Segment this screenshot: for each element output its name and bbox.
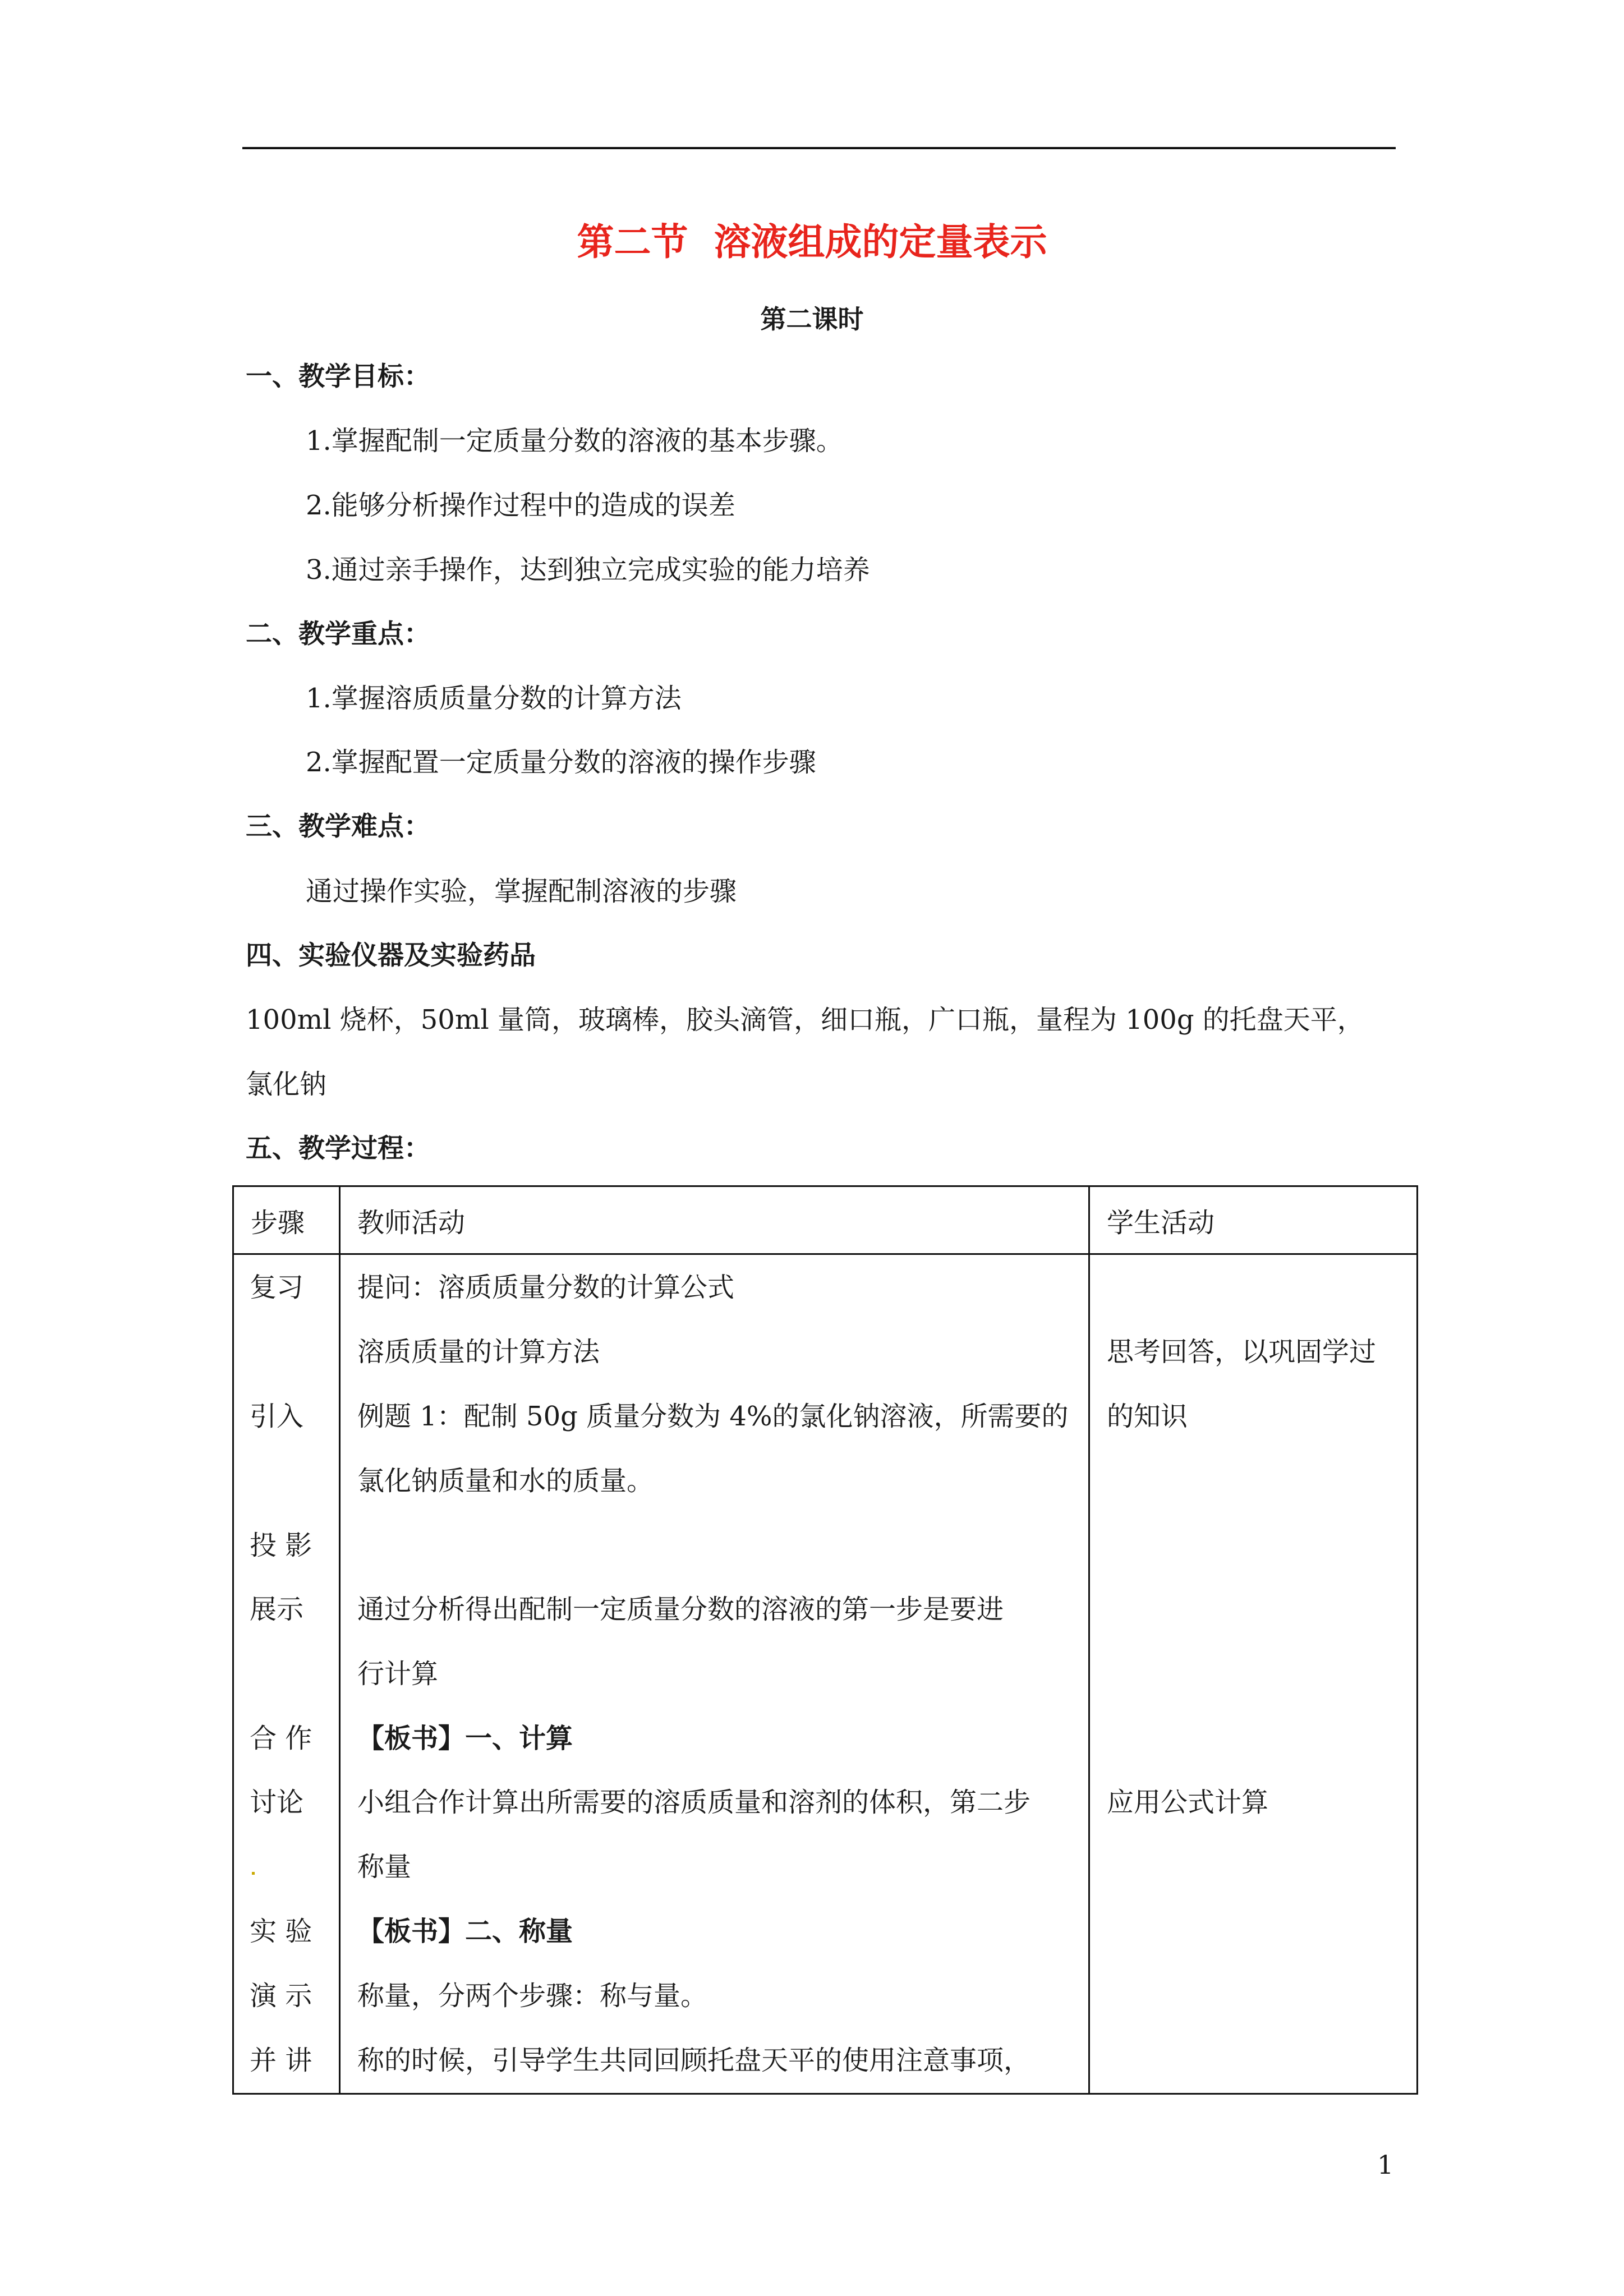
- key-point-item: 1.掌握溶质质量分数的计算方法: [306, 683, 682, 714]
- objective-item: 3.通过亲手操作，达到独立完成实验的能力培养: [306, 554, 870, 586]
- key-point-item: 2.掌握配置一定质量分数的溶液的操作步骤: [306, 747, 816, 778]
- stray-dot: [252, 1872, 255, 1875]
- step-cell: [233, 1254, 340, 2094]
- board-note: 【板书】一、计算: [357, 1723, 573, 1754]
- teacher-line: 溶质质量的计算方法: [357, 1336, 600, 1368]
- board-note: 【板书】二、称量: [357, 1916, 573, 1947]
- header-student-activity: 学生活动: [1089, 1186, 1418, 1254]
- step-label: 展示: [250, 1594, 304, 1625]
- step-label: 合 作: [250, 1723, 312, 1754]
- student-line: 的知识: [1107, 1401, 1188, 1432]
- teacher-line: 行计算: [357, 1658, 439, 1690]
- page-number: 1: [1377, 2150, 1394, 2180]
- step-label: 复习: [250, 1272, 304, 1303]
- teacher-line: 小组合作计算出所需要的溶质质量和溶剂的体积，第二步: [357, 1787, 1031, 1818]
- teacher-line: 提问：溶质质量分数的计算公式: [357, 1272, 735, 1303]
- header-teacher-activity: 教师活动: [340, 1186, 1089, 1254]
- teacher-line: 称的时候，引导学生共同回顾托盘天平的使用注意事项，: [357, 2045, 1031, 2076]
- step-label: 演 示: [250, 1980, 312, 2012]
- step-label: 投 影: [250, 1530, 312, 1561]
- process-heading: 五、教学过程：: [246, 1133, 430, 1164]
- page-subtitle: 第二课时: [760, 304, 864, 334]
- table-header-row: [233, 1186, 1418, 1254]
- table-row: [233, 1254, 1418, 2094]
- difficulties-heading: 三、教学难点：: [246, 811, 430, 842]
- step-label: 并 讲: [250, 2045, 312, 2076]
- header-rule: [242, 147, 1396, 149]
- difficulties-text: 通过操作实验，掌握配制溶液的步骤: [306, 876, 737, 907]
- objectives-heading: 一、教学目标：: [246, 361, 430, 392]
- teacher-line: 氯化钠质量和水的质量。: [357, 1465, 654, 1497]
- materials-line: 100ml 烧杯，50ml 量筒，玻璃棒，胶头滴管，细口瓶，广口瓶，量程为 100g 的托盘天平，: [246, 1004, 1364, 1036]
- process-table: [232, 1185, 1418, 2095]
- step-label: 讨论: [250, 1787, 304, 1818]
- student-line: 思考回答，以巩固学过: [1107, 1336, 1377, 1368]
- student-activity-cell: [1089, 1254, 1418, 2094]
- teacher-line: 通过分析得出配制一定质量分数的溶液的第一步是要进: [357, 1594, 1004, 1625]
- key-points-heading: 二、教学重点：: [246, 619, 430, 650]
- teacher-line: 称量，分两个步骤：称与量。: [357, 1980, 708, 2012]
- teacher-line: 例题 1：配制 50g 质量分数为 4%的氯化钠溶液，所需要的: [357, 1401, 1069, 1432]
- header-step: 步骤: [233, 1186, 340, 1254]
- student-line: 应用公式计算: [1107, 1787, 1269, 1818]
- materials-line: 氯化钠: [246, 1069, 327, 1100]
- page-title: 第二节 溶液组成的定量表示: [577, 220, 1047, 264]
- objective-item: 2.能够分析操作过程中的造成的误差: [306, 490, 735, 521]
- teacher-activity-cell: [340, 1254, 1089, 2094]
- materials-heading: 四、实验仪器及实验药品: [246, 940, 536, 971]
- teacher-line: 称量: [357, 1851, 412, 1883]
- objective-item: 1.掌握配制一定质量分数的溶液的基本步骤。: [306, 425, 843, 457]
- step-label: 实 验: [250, 1916, 312, 1947]
- step-label: 引入: [250, 1401, 304, 1432]
